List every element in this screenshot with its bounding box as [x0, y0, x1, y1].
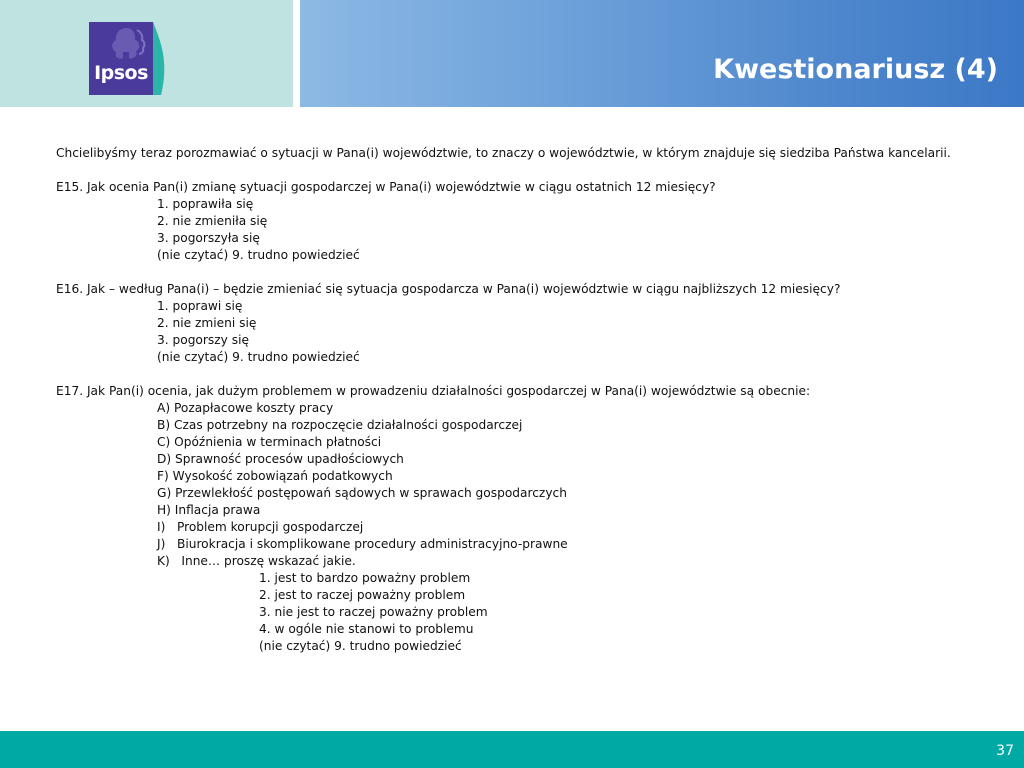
header-separator [293, 0, 300, 107]
e15-option: 3. pogorszyła się [157, 231, 260, 245]
questionnaire-content [56, 145, 1006, 655]
question-e17: E17. Jak Pan(i) ocenia, jak dużym problemem w prowadzeniu działalności gospodarczej w Pana(i) województwie są obecnie: [56, 384, 811, 398]
e17-scale-option: (nie czytać) 9. trudno powiedzieć [259, 639, 462, 653]
page-title: Kwestionariusz (4) [713, 54, 998, 85]
e16-option: 1. poprawi się [157, 299, 243, 313]
footer-bar [0, 731, 1024, 768]
e17-item: I) Problem korupcji gospodarczej [157, 520, 364, 534]
e15-option: 1. poprawiła się [157, 197, 254, 211]
question-e15: E15. Jak ocenia Pan(i) zmianę sytuacji gospodarczej w Pana(i) województwie w ciągu ostatnich 12 miesięcy? [56, 180, 716, 194]
e17-item: J) Biurokracja i skomplikowane procedury administracyjno-prawne [157, 537, 568, 551]
e17-scale-option: 4. w ogóle nie stanowi to problemu [259, 622, 474, 636]
e17-item: F) Wysokość zobowiązań podatkowych [157, 469, 393, 483]
e16-option: (nie czytać) 9. trudno powiedzieć [157, 350, 360, 364]
e16-option: 3. pogorszy się [157, 333, 249, 347]
e17-item: G) Przewlekłość postępowań sądowych w sprawach gospodarczych [157, 486, 567, 500]
e17-item: A) Pozapłacowe koszty pracy [157, 401, 334, 415]
e15-option: 2. nie zmieniła się [157, 214, 268, 228]
header-left-panel [0, 0, 293, 107]
e17-item: C) Opóźnienia w terminach płatności [157, 435, 382, 449]
e17-scale-option: 3. nie jest to raczej poważny problem [259, 605, 488, 619]
e17-scale-option: 1. jest to bardzo poważny problem [259, 571, 471, 585]
ipsos-logo [89, 22, 169, 95]
question-e16: E16. Jak – według Pana(i) – będzie zmieniać się sytuacja gospodarcza w Pana(i) województwie w ciągu najbliższych 12 miesięcy? [56, 282, 841, 296]
e17-scale-option: 2. jest to raczej poważny problem [259, 588, 466, 602]
page-number: 37 [996, 743, 1014, 759]
e16-option: 2. nie zmieni się [157, 316, 257, 330]
e17-item: D) Sprawność procesów upadłościowych [157, 452, 404, 466]
intro-text: Chcielibyśmy teraz porozmawiać o sytuacji w Pana(i) województwie, to znaczy o województwie, w którym znajduje się siedziba Państwa kancelarii. [56, 146, 951, 160]
e17-item: H) Inflacja prawa [157, 503, 261, 517]
ipsos-logo-icon [89, 22, 169, 95]
logo-text: Ipsos [94, 62, 148, 84]
e17-item: K) Inne… proszę wskazać jakie. [157, 554, 356, 568]
e15-option: (nie czytać) 9. trudno powiedzieć [157, 248, 360, 262]
e17-item: B) Czas potrzebny na rozpoczęcie działalności gospodarczej [157, 418, 523, 432]
